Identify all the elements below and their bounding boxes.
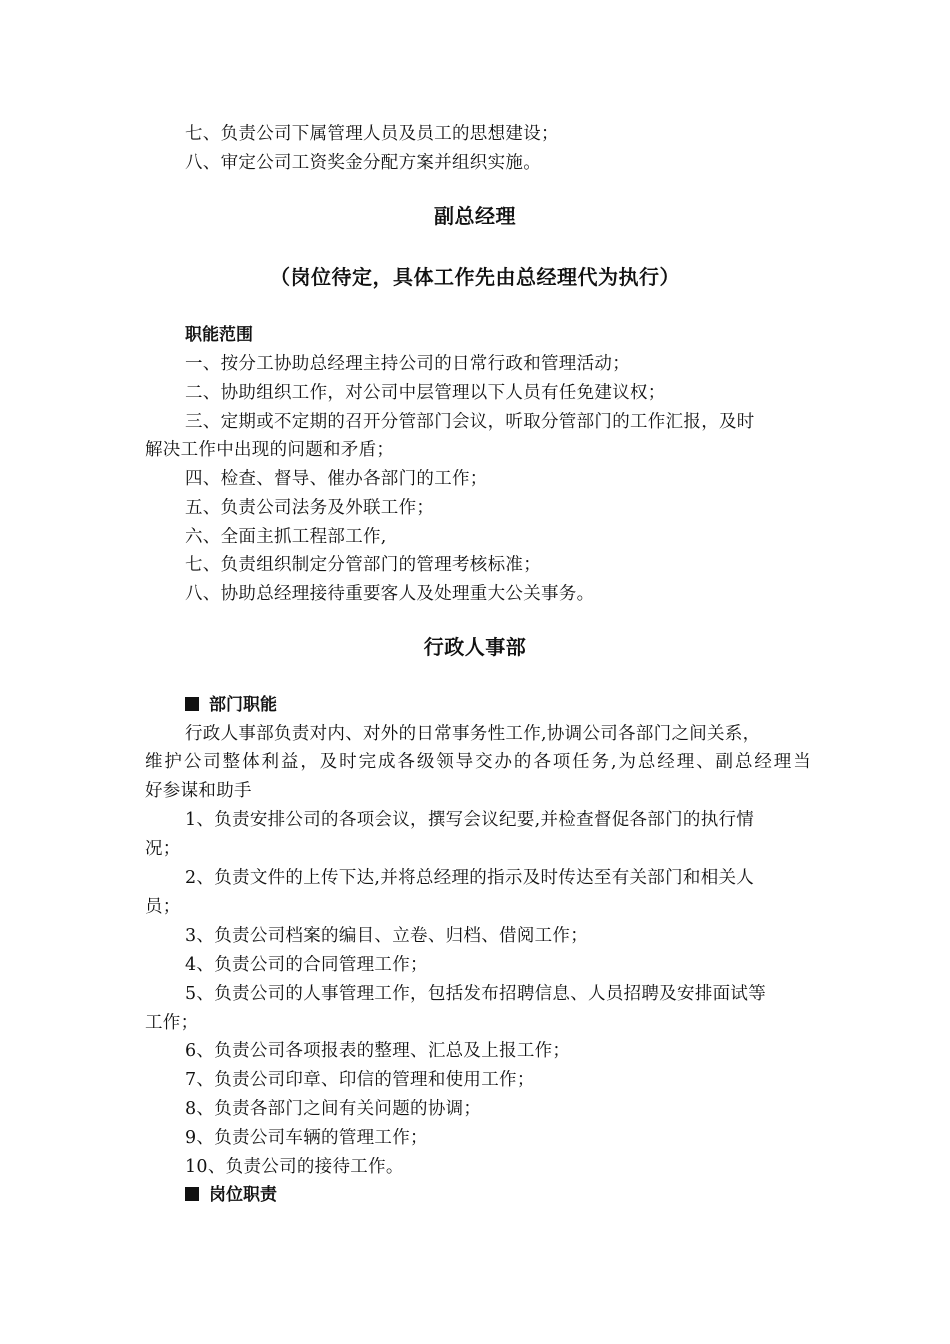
admin-item-4: 4、负责公司的合同管理工作； (185, 955, 428, 975)
func-heading-row (185, 693, 277, 717)
deputy-item-7: 七、负责组织制定分管部门的管理考核标准； (185, 555, 541, 575)
gm-item-7: 七、负责公司下属管理人员及员工的思想建设； (185, 124, 559, 144)
deputy-title: 副总经理 (434, 204, 516, 228)
admin-item-2: 2、负责文件的上传下达,并将总经理的指示及时传达至有关部门和相关人 (185, 868, 755, 888)
admin-intro-line-3: 好参谋和助手 (145, 781, 252, 801)
bullet-square-icon (185, 1187, 199, 1201)
admin-intro-line-2: 维护公司整体利益，及时完成各级领导交办的各项任务,为总经理、副总经理当 (145, 752, 811, 772)
deputy-item-6: 六、全面主抓工程部工作, (185, 527, 387, 547)
deputy-item-2: 二、协助组织工作，对公司中层管理以下人员有任免建议权； (185, 383, 666, 403)
admin-item-5: 5、负责公司的人事管理工作，包括发布招聘信息、人员招聘及安排面试等 (185, 984, 767, 1004)
duty-heading-row (185, 1183, 277, 1207)
deputy-item-3-cont: 解决工作中出现的问题和矛盾； (145, 440, 395, 460)
admin-item-1-cont: 况； (145, 839, 181, 859)
deputy-subtitle: （岗位待定，具体工作先由总经理代为执行） (270, 265, 680, 289)
admin-item-7: 7、负责公司印章、印信的管理和使用工作； (185, 1070, 535, 1090)
admin-intro-line-1: 行政人事部负责对内、对外的日常事务性工作,协调公司各部门之间关系， (185, 724, 761, 744)
func-heading: 部门职能 (209, 695, 277, 715)
admin-item-3: 3、负责公司档案的编目、立卷、归档、借阅工作； (185, 926, 589, 946)
deputy-item-8: 八、协助总经理接待重要客人及处理重大公关事务。 (185, 584, 595, 604)
deputy-item-5: 五、负责公司法务及外联工作； (185, 498, 435, 518)
admin-item-5-cont: 工作； (145, 1013, 199, 1033)
admin-item-10: 10、负责公司的接待工作。 (185, 1157, 404, 1177)
gm-item-8: 八、审定公司工资奖金分配方案并组织实施。 (185, 153, 541, 173)
duty-heading: 岗位职责 (209, 1185, 277, 1205)
admin-item-1: 1、负责安排公司的各项会议，撰写会议纪要,并检查督促各部门的执行情 (185, 810, 755, 830)
admin-title: 行政人事部 (423, 635, 527, 659)
admin-item-6: 6、负责公司各项报表的整理、汇总及上报工作； (185, 1041, 571, 1061)
deputy-item-4: 四、检查、督导、催办各部门的工作； (185, 469, 488, 489)
deputy-item-3: 三、定期或不定期的召开分管部门会议，听取分管部门的工作汇报，及时 (185, 412, 755, 432)
admin-item-8: 8、负责各部门之间有关问题的协调； (185, 1099, 482, 1119)
admin-item-2-cont: 员； (145, 897, 181, 917)
deputy-item-1: 一、按分工协助总经理主持公司的日常行政和管理活动； (185, 354, 630, 374)
admin-item-9: 9、负责公司车辆的管理工作； (185, 1128, 428, 1148)
bullet-square-icon (185, 697, 199, 711)
scope-heading: 职能范围 (185, 325, 253, 345)
